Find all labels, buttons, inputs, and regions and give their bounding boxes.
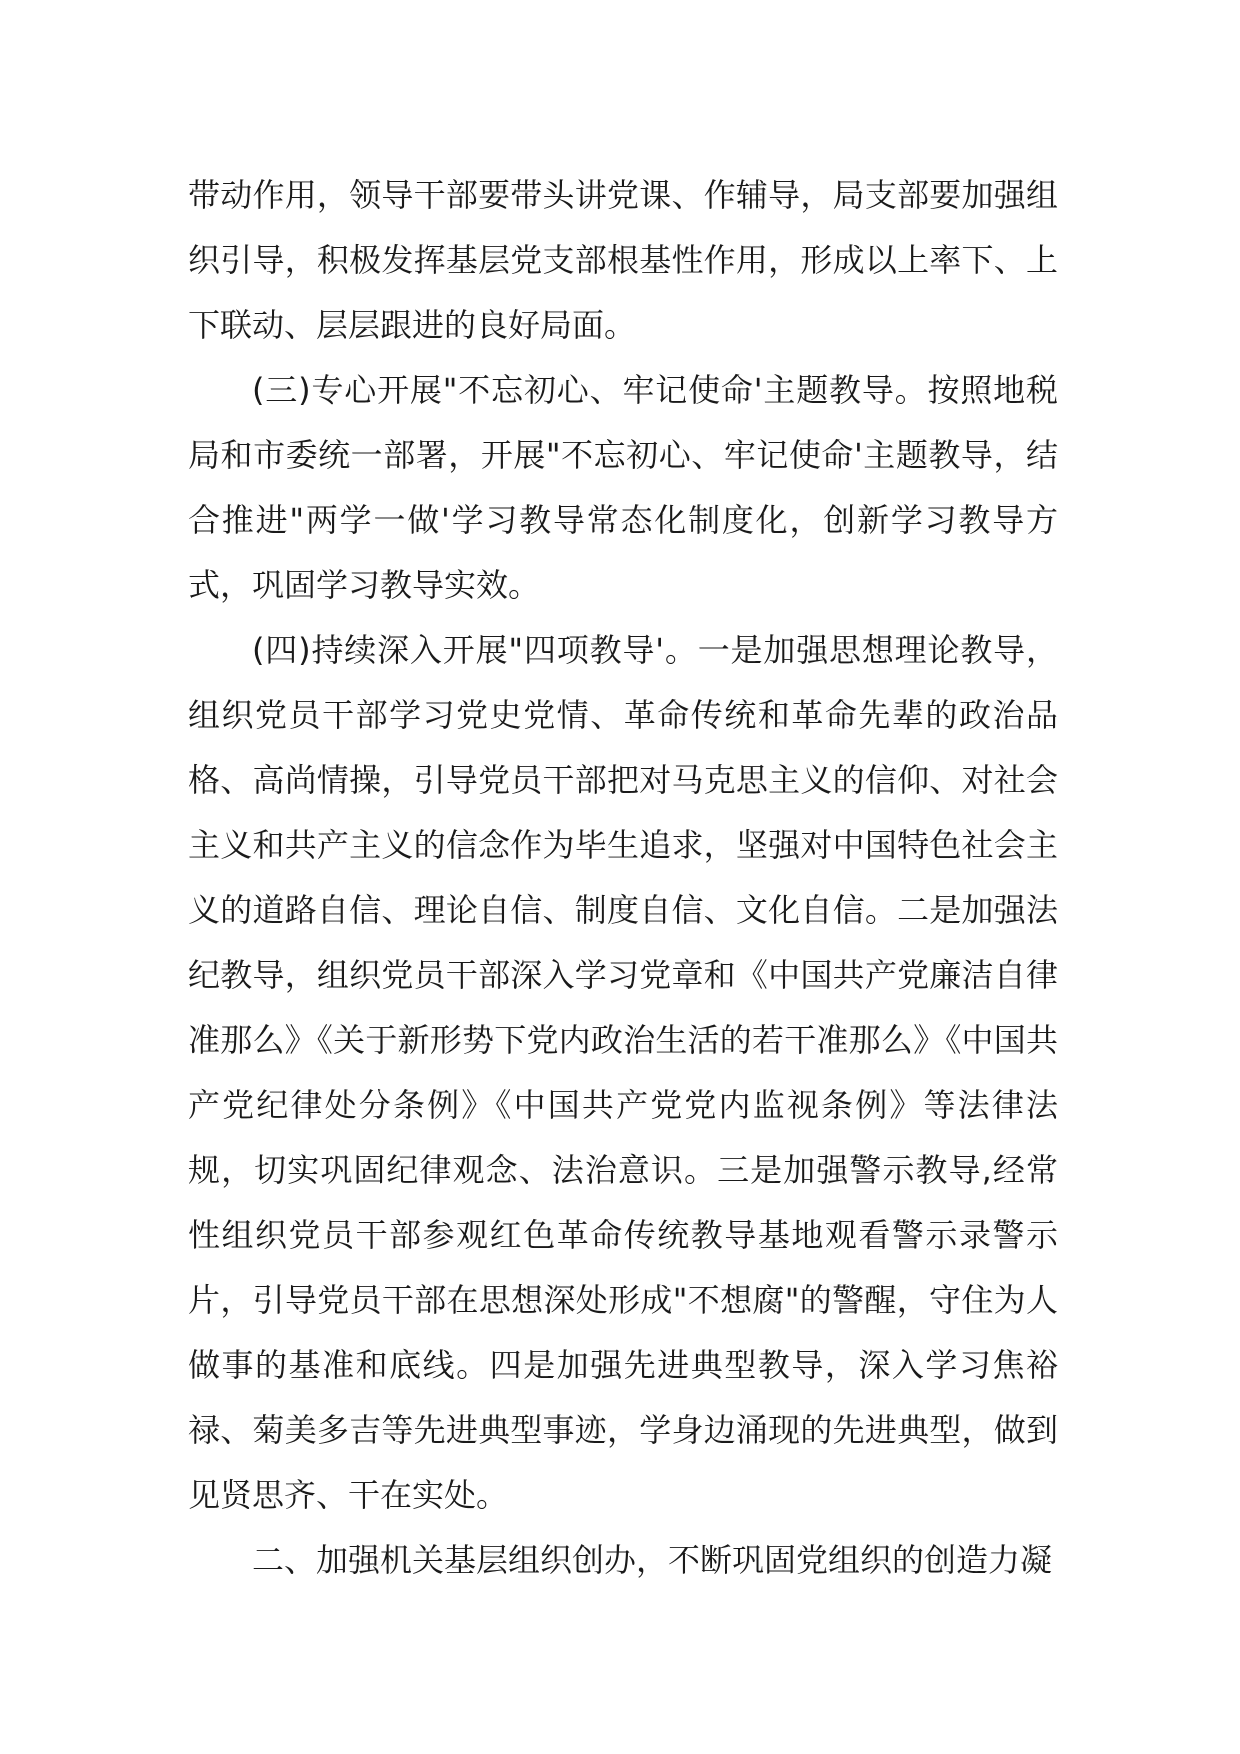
paragraph-section-3: (三)专心开展"不忘初心、牢记使命'主题教导。按照地税局和市委统一部署，开展"不忘初心、牢记使命'主题教导，结合推进"两学一做'学习教导常态化制度化，创新学习教导方式，巩固学习教导实效。 — [188, 371, 1058, 604]
document-body — [188, 163, 1058, 1593]
paragraph-section-4: (四)持续深入开展"四项教导'。一是加强思想理论教导，组织党员干部学习党史党情、革命传统和革命先辈的政治品格、高尚情操，引导党员干部把对马克思主义的信仰、对社会主义和共产主义的信念作为毕生追求，坚强对中国特色社会主义的道路自信、理论自信、制度自信、文化自信。二是加强法纪教导，组织党员干部深入学习党章和《中国共产党廉洁自律准那么》《关于新形势下党内政治生活的若干准那么》《中国共产党纪律处分条例》《中国共产党党内监视条例》等法律法规，切实巩固纪律观念、法治意识。三是加强警示教导,经常性组织党员干部参观红色革命传统教导基地观看警示录警示片，引导党员干部在思想深处形成"不想腐"的警醒，守住为人做事的基准和底线。四是加强先进典型教导，深入学习焦裕禄、菊美多吉等先进典型事迹，学身边涌现的先进典型，做到见贤思齐、干在实处。 — [188, 631, 1058, 1514]
heading-part-2: 二、加强机关基层组织创办，不断巩固党组织的创造力凝 — [252, 1541, 1053, 1579]
paragraph-continuation: 带动作用，领导干部要带头讲党课、作辅导，局支部要加强组织引导，积极发挥基层党支部根基性作用，形成以上率下、上下联动、层层跟进的良好局面。 — [188, 176, 1058, 344]
